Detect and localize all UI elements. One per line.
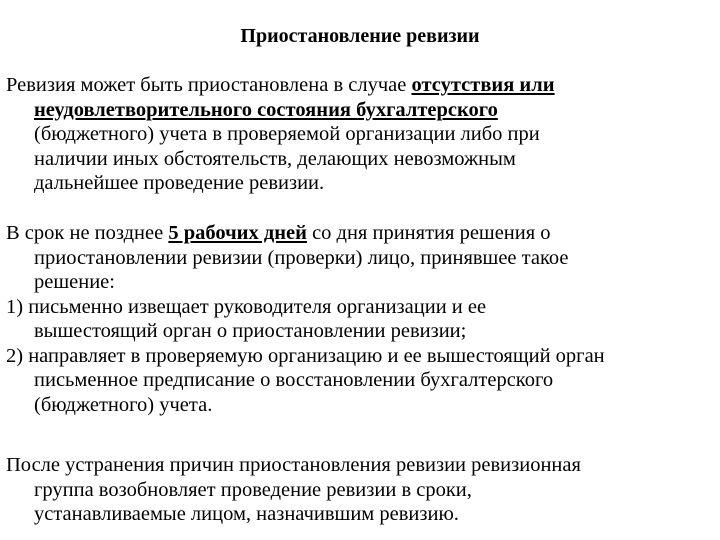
- p2-list-item-2-cont: письменное предписание о восстановлении бухгалтерского: [34, 369, 554, 391]
- p2-list-item-1-cont: вышестоящий орган о приостановлении ревизии;: [34, 320, 467, 342]
- p1-line-3: (бюджетного) учета в проверяемой организации либо при: [34, 123, 540, 145]
- p2-line-1-suffix: со дня принятия решения о: [306, 222, 551, 244]
- p1-line-1: [6, 73, 714, 98]
- p2-line-1: [6, 221, 714, 246]
- p2-list-item-2: 2) направляет в проверяемую организацию и ее вышестоящий орган: [6, 344, 605, 367]
- page-title: Приостановление ревизии: [240, 25, 480, 47]
- p2-list-item-2-end: (бюджетного) учета.: [34, 393, 213, 416]
- paragraph-notification-deadline: [6, 221, 714, 417]
- p1-emphasis-2: неудовлетворительного состояния бухгалтерского: [34, 98, 498, 121]
- paragraph-resumption: [6, 453, 714, 527]
- paragraph-suspension-conditions: [6, 73, 714, 196]
- p2-emphasis-deadline: 5 рабочих дней: [168, 222, 307, 244]
- p3-line-3: устанавливаемые лицом, назначившим ревизию.: [34, 503, 459, 525]
- p3-line-2: группа возобновляет проведение ревизии в сроки,: [34, 478, 472, 501]
- p2-line-1-prefix: В срок не позднее: [6, 222, 169, 244]
- p2-list-item-1: 1) письменно извещает руководителя организации и ее: [6, 295, 487, 318]
- p3-line-1: После устранения причин приостановления ревизии ревизионная: [6, 454, 581, 476]
- p1-line-2: [6, 98, 714, 123]
- p2-line-2: приостановлении ревизии (проверки) лицо, принявшее такое: [34, 246, 569, 269]
- p1-line-1-text: Ревизия может быть приостановлена в случае: [6, 74, 412, 96]
- p1-emphasis-1: отсутствия или: [411, 74, 555, 96]
- p2-line-3: решение:: [34, 271, 115, 293]
- p1-line-4: наличии иных обстоятельств, делающих невозможным: [34, 147, 516, 170]
- p1-line-5: дальнейшее проведение ревизии.: [34, 172, 325, 194]
